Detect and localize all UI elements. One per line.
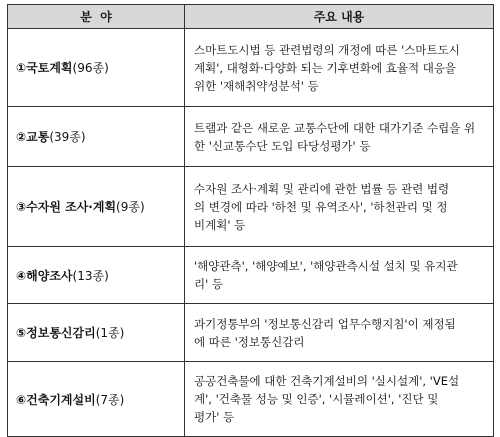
row-content bbox=[185, 107, 494, 167]
row-content bbox=[185, 29, 494, 107]
category-count: (13종) bbox=[72, 268, 109, 283]
row-category bbox=[8, 29, 185, 107]
content-line: 위한 '재해취약성분석' 등 bbox=[194, 78, 319, 93]
row-category bbox=[8, 247, 185, 304]
content-line: 평가' 등 bbox=[194, 410, 235, 424]
category-count: (96종) bbox=[72, 61, 109, 75]
content-line: 한 '신교통수단 도입 타당성평가' 등 bbox=[194, 138, 371, 153]
content-line: 계', '건축물 성능 및 인증', '시뮬레이션', '진단 및 bbox=[194, 392, 439, 406]
content-line: 의 변경에 따라 '하천 및 유역조사', '하천관리 및 정 bbox=[194, 199, 448, 214]
category-name: ⑤정보통신감리 bbox=[16, 326, 96, 340]
content-line: '해양관측', '해양예보', '해양관측시설 설치 및 유지관 bbox=[194, 259, 458, 273]
table-row bbox=[8, 304, 494, 362]
content-line: 계획', 대형화·다양화 되는 기후변화에 효율적 대응을 bbox=[194, 60, 457, 75]
category-name: ③수자원 조사·계획 bbox=[16, 200, 117, 214]
row-category bbox=[8, 167, 185, 247]
table-row bbox=[8, 167, 494, 247]
row-category bbox=[8, 362, 185, 437]
category-name: ②교통 bbox=[16, 130, 50, 144]
category-name: ①국토계획 bbox=[16, 61, 73, 75]
category-count: (39종) bbox=[49, 130, 86, 144]
category-name: ⑥건축기계설비 bbox=[16, 392, 96, 407]
table-header bbox=[8, 5, 494, 29]
table-row bbox=[8, 107, 494, 167]
header-category: 분 야 bbox=[8, 5, 185, 29]
row-category bbox=[8, 304, 185, 362]
table-row bbox=[8, 247, 494, 304]
row-content bbox=[185, 304, 494, 362]
header-row bbox=[8, 5, 494, 29]
row-content bbox=[185, 247, 494, 304]
content-line: 스마트도시법 등 관련법령의 개정에 따른 '스마트도시 bbox=[194, 42, 460, 57]
row-content bbox=[185, 362, 494, 437]
content-line: 공공건축물에 대한 건축기계설비의 '실시설계', 'VE설 bbox=[194, 374, 460, 388]
category-name: ④해양조사 bbox=[16, 268, 73, 283]
row-category bbox=[8, 107, 185, 167]
table-row bbox=[8, 362, 494, 437]
content-line: 비계획' 등 bbox=[194, 217, 246, 232]
category-count: (1종) bbox=[95, 326, 125, 340]
table-row bbox=[8, 29, 494, 107]
category-count: (9종) bbox=[116, 200, 145, 214]
row-content bbox=[185, 167, 494, 247]
content-line: 에 따른 '정보통신감리 bbox=[194, 334, 305, 349]
content-line: 리' 등 bbox=[194, 277, 224, 291]
content-table bbox=[7, 4, 494, 437]
category-count: (7종) bbox=[95, 392, 125, 407]
content-line: 과기정통부의 '정보통신감리 업무수행지침'이 제정됨 bbox=[194, 316, 456, 331]
content-line: 트램과 같은 새로운 교통수단에 대한 대가기준 수립을 위 bbox=[194, 120, 476, 135]
header-content: 주요 내용 bbox=[185, 5, 494, 29]
content-line: 수자원 조사·계획 및 관리에 관한 법률 등 관련 법령 bbox=[194, 181, 450, 196]
